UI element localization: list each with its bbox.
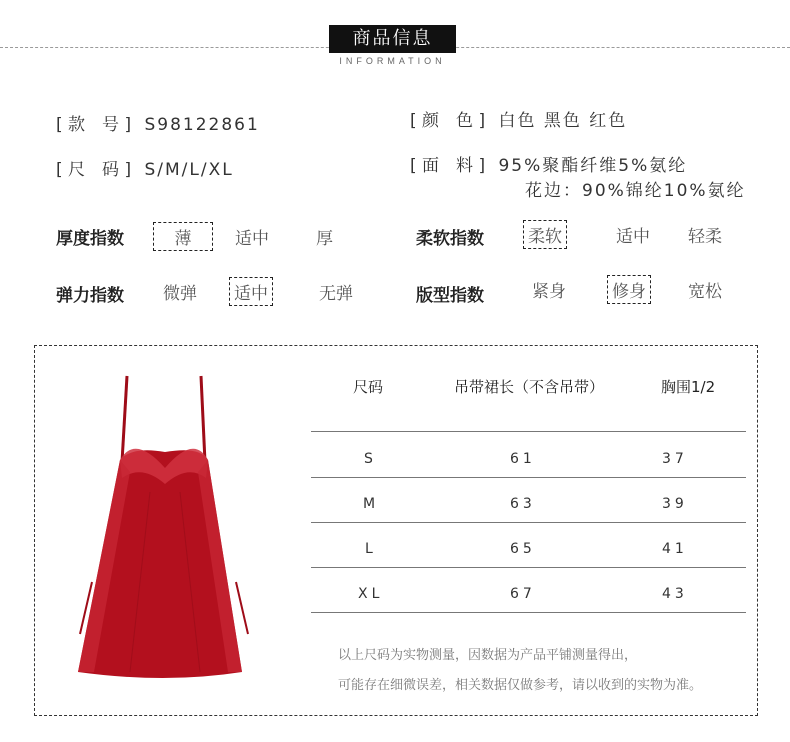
row-xl-length: 67 <box>510 586 536 602</box>
table-rule <box>311 522 746 523</box>
col-header-length: 吊带裙长（不含吊带） <box>454 378 605 396</box>
row-xl-size: XL <box>358 586 384 602</box>
model-row <box>56 110 260 135</box>
section-title: 商品信息 <box>329 25 456 53</box>
model-value: S98122861 <box>144 115 260 135</box>
elasticity-title: 弹力指数 <box>56 286 124 306</box>
fabric-label: [ 面 料 ] <box>410 156 486 176</box>
size-note-line-2: 可能存在细微误差，相关数据仅做参考，请以收到的实物为准。 <box>338 678 703 693</box>
row-s-bust: 37 <box>662 451 688 467</box>
thickness-option-thin: 薄 <box>155 224 211 249</box>
color-row <box>410 106 627 131</box>
fit-option-tight: 紧身 <box>532 282 566 302</box>
elasticity-option-slight: 微弹 <box>163 284 197 304</box>
row-l-size: L <box>365 541 377 557</box>
row-m-bust: 39 <box>662 496 688 512</box>
fit-option-loose: 宽松 <box>688 282 722 302</box>
fit-title: 版型指数 <box>416 286 484 306</box>
table-rule <box>311 431 746 432</box>
col-header-bust: 胸围1/2 <box>661 378 716 396</box>
size-label: [ 尺 码 ] <box>56 160 132 180</box>
softness-title: 柔软指数 <box>416 229 484 249</box>
fabric-value-lace: 花边：90%锦纶10%氨纶 <box>525 181 746 201</box>
elasticity-option-medium: 适中 <box>231 279 271 304</box>
row-xl-bust: 43 <box>662 586 688 602</box>
color-label: [ 颜 色 ] <box>410 111 486 131</box>
fit-option-slim: 修身 <box>609 277 649 302</box>
fabric-value-main: 95%聚酯纤维5%氨纶 <box>498 156 688 176</box>
softness-option-light: 轻柔 <box>688 227 722 247</box>
size-value: S/M/L/XL <box>144 160 234 180</box>
elasticity-option-none: 无弹 <box>319 284 353 304</box>
fabric-row <box>410 151 687 176</box>
thickness-title: 厚度指数 <box>56 229 124 249</box>
model-label: [ 款 号 ] <box>56 115 132 135</box>
row-l-bust: 41 <box>662 541 688 557</box>
row-s-size: S <box>364 451 377 467</box>
table-rule <box>311 612 746 613</box>
softness-option-soft: 柔软 <box>525 222 565 247</box>
product-dress-image <box>70 372 260 684</box>
row-m-length: 63 <box>510 496 536 512</box>
table-rule <box>311 477 746 478</box>
col-header-size: 尺码 <box>353 378 384 396</box>
size-note-line-1: 以上尺码为实物测量，因数据为产品平铺测量得出， <box>338 648 638 663</box>
row-m-size: M <box>363 496 380 512</box>
thickness-option-thick: 厚 <box>316 229 333 249</box>
row-l-length: 65 <box>510 541 536 557</box>
thickness-option-medium: 适中 <box>235 229 269 249</box>
section-subtitle: INFORMATION <box>339 56 446 66</box>
table-rule <box>311 567 746 568</box>
softness-option-medium: 适中 <box>616 227 650 247</box>
size-row <box>56 155 234 180</box>
color-value: 白色 黑色 红色 <box>498 111 628 131</box>
row-s-length: 61 <box>510 451 536 467</box>
